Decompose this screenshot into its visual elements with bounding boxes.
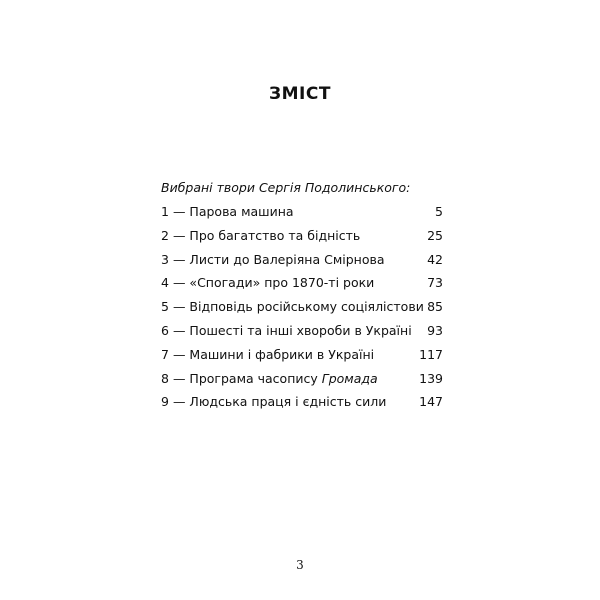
toc-entry-text: [161, 300, 424, 314]
toc-entry-dash: —: [172, 370, 186, 386]
toc-entry-title: Парова машина: [189, 204, 294, 219]
toc-entry-number: 7: [161, 346, 169, 362]
page-title: ЗМІСТ: [269, 84, 331, 104]
toc-entry-text: [161, 324, 412, 338]
toc-entry-text: [161, 372, 378, 386]
toc-entry-text: [161, 253, 385, 267]
toc-entry-text: [161, 276, 374, 290]
toc-entry-page: 5: [435, 204, 443, 219]
toc-entry-number: 3: [161, 251, 169, 267]
toc-entry-title: Відповідь російському соціялістови: [189, 299, 424, 315]
toc-entry-dash: —: [172, 251, 186, 267]
toc-entry-dash: —: [172, 346, 186, 362]
toc-entry-dash: —: [172, 299, 186, 315]
toc-entry-8[interactable]: [161, 372, 443, 396]
toc-entry-number: 4: [161, 275, 169, 291]
toc-entry-number: 9: [161, 394, 169, 410]
toc-entry-5[interactable]: [161, 300, 443, 324]
toc-entry-page: 147: [419, 394, 443, 410]
toc-entry-dash: —: [172, 227, 186, 243]
toc-entry-4[interactable]: [161, 276, 443, 300]
toc-entry-title-italic: Громада: [321, 370, 378, 386]
toc-entry-text: [161, 205, 294, 219]
toc-entry-page: 42: [427, 251, 443, 267]
toc-entry-dash: —: [172, 275, 186, 291]
toc-entry-title: Машини і фабрики в Україні: [189, 346, 375, 362]
toc-entry-3[interactable]: [161, 253, 443, 277]
toc-entry-number: 2: [161, 227, 169, 243]
toc-entry-page: 139: [419, 370, 443, 386]
toc-entry-6[interactable]: [161, 324, 443, 348]
toc-entry-title: Програма часопису: [189, 370, 322, 386]
toc-entry-page: 117: [419, 346, 443, 362]
toc-entry-number: 8: [161, 370, 169, 386]
toc-entry-1[interactable]: [161, 205, 443, 229]
toc-entry-9[interactable]: [161, 395, 443, 419]
toc-entry-title: Про багатство та бідність: [189, 227, 361, 243]
toc-entry-title: Листи до Валеріяна Смірнова: [189, 251, 385, 267]
toc-entry-dash: —: [172, 394, 186, 410]
toc-entry-text: [161, 395, 386, 409]
toc-entry-page: 73: [427, 275, 443, 291]
toc-entry-number: 5: [161, 299, 169, 315]
table-of-contents: [161, 205, 443, 419]
section-title: Вибрані твори Сергія Подолинського:: [161, 180, 411, 195]
toc-entry-page: 85: [427, 299, 443, 315]
page-number: 3: [296, 558, 304, 572]
toc-entry-title: Людська праця і єдність сили: [189, 394, 387, 410]
toc-entry-7[interactable]: [161, 348, 443, 372]
toc-entry-text: [161, 348, 374, 362]
toc-entry-dash: —: [172, 204, 186, 219]
toc-entry-number: 6: [161, 322, 169, 338]
toc-entry-text: [161, 229, 360, 243]
toc-entry-number: 1: [161, 204, 169, 219]
toc-entry-dash: —: [172, 322, 186, 338]
toc-entry-title: Пошесті та інші хвороби в Україні: [189, 322, 412, 338]
toc-entry-page: 93: [427, 322, 443, 338]
toc-entry-2[interactable]: [161, 229, 443, 253]
toc-entry-page: 25: [427, 227, 443, 243]
toc-entry-title: «Спогади» про 1870-ті роки: [189, 275, 375, 291]
